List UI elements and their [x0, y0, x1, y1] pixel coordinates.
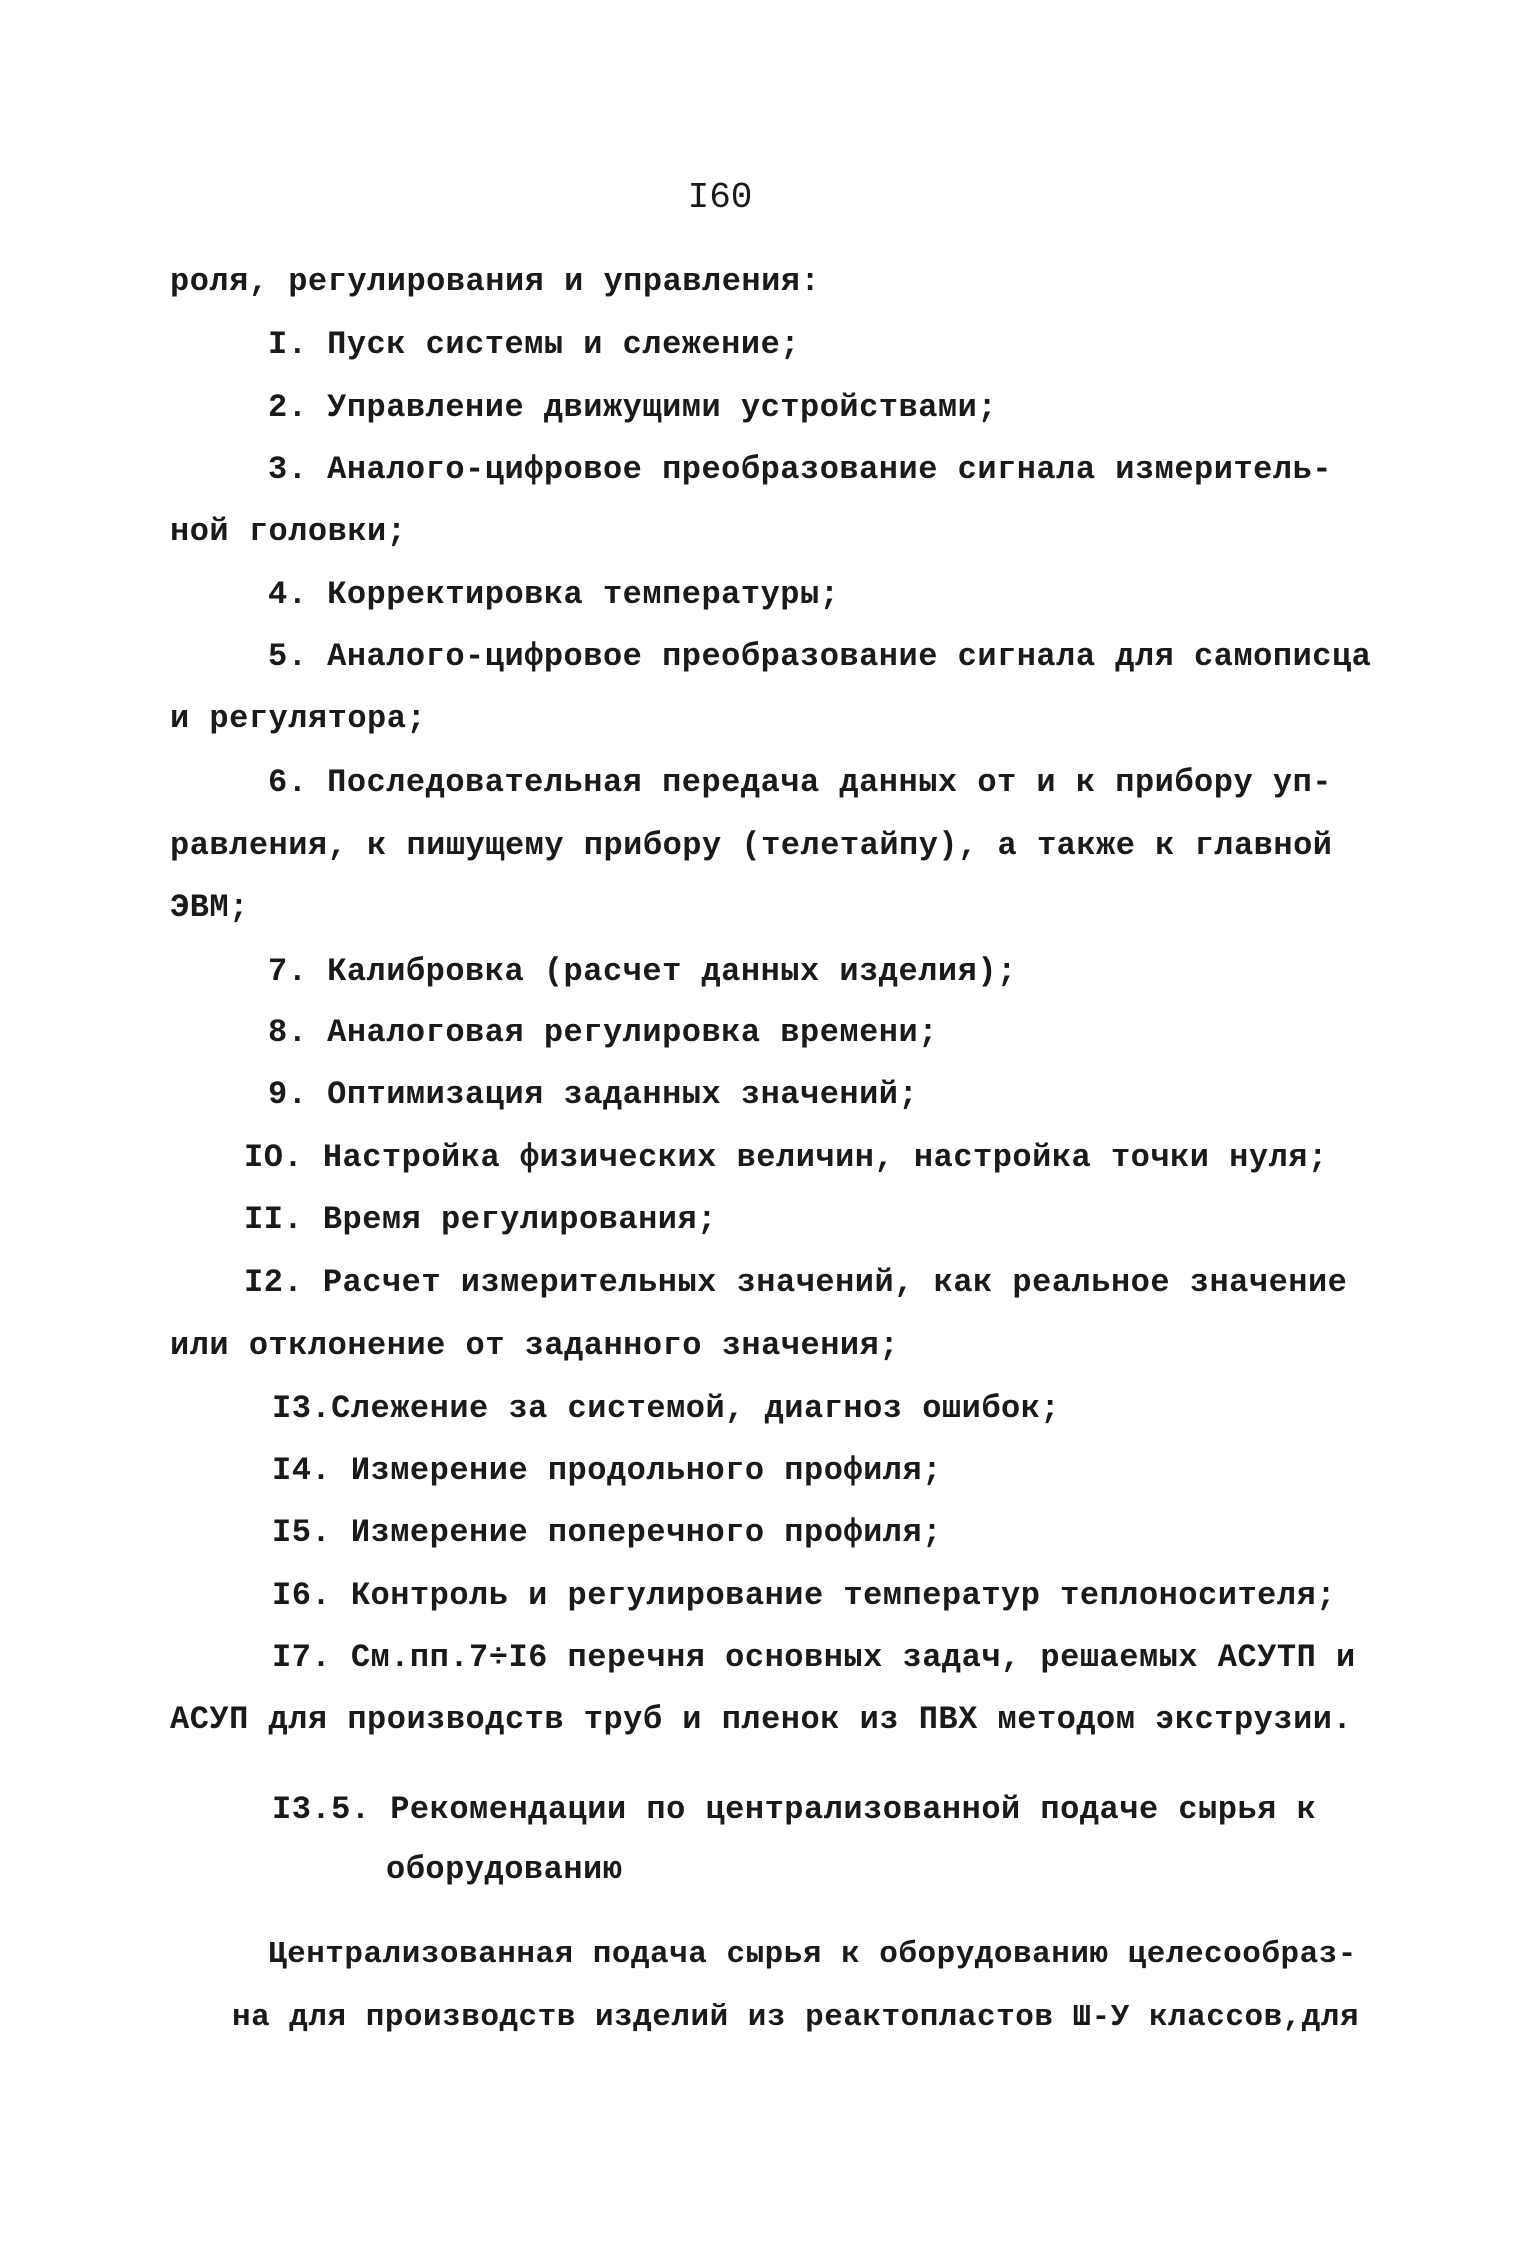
list-item: 5. Аналого-цифровое преобразование сигнала для самописца — [268, 638, 1372, 675]
list-item-continuation: ной головки; — [170, 513, 407, 550]
list-item: 4. Корректировка температуры; — [268, 576, 840, 613]
section-heading: I3.5. Рекомендации по централизованной подаче сырья к — [272, 1791, 1317, 1828]
list-item: I7. См.пп.7÷I6 перечня основных задач, решаемых АСУТП и — [272, 1639, 1356, 1676]
list-item-continuation: равления, к пишущему прибору (телетайпу), а также к главной — [170, 827, 1333, 864]
section-heading-continuation: оборудованию — [386, 1851, 623, 1888]
page-number: I60 — [687, 177, 753, 218]
list-item-continuation: и регулятора; — [170, 700, 427, 737]
list-item-continuation: АСУП для производств труб и пленок из ПВХ методом экструзии. — [170, 1701, 1353, 1738]
list-item: I. Пуск системы и слежение; — [268, 326, 800, 363]
list-item: IO. Настройка физических величин, настройка точки нуля; — [244, 1139, 1328, 1176]
list-item: I6. Контроль и регулирование температур теплоносителя; — [272, 1577, 1336, 1614]
paragraph-line: на для производств изделий из реактопластов Ш-У классов,для — [232, 2000, 1360, 2035]
list-item: I3.Слежение за системой, диагноз ошибок; — [272, 1390, 1061, 1427]
list-item: 2. Управление движущими устройствами; — [268, 389, 998, 426]
list-item: I5. Измерение поперечного профиля; — [272, 1514, 942, 1551]
list-item: 9. Оптимизация заданных значений; — [268, 1076, 919, 1113]
paragraph-line: Централизованная подача сырья к оборудованию целесообраз- — [268, 1937, 1357, 1972]
list-item-continuation: или отклонение от заданного значения; — [170, 1327, 900, 1364]
list-item: 7. Калибровка (расчет данных изделия); — [268, 953, 1017, 990]
list-item: II. Время регулирования; — [244, 1201, 717, 1238]
list-item: 3. Аналого-цифровое преобразование сигнала измеритель- — [268, 451, 1332, 488]
text-line: роля, регулирования и управления: — [170, 263, 821, 300]
list-item: I4. Измерение продольного профиля; — [272, 1452, 942, 1489]
list-item: 6. Последовательная передача данных от и к прибору уп- — [268, 764, 1332, 801]
list-item-continuation: ЭВМ; — [170, 889, 249, 926]
list-item: I2. Расчет измерительных значений, как реальное значение — [244, 1264, 1348, 1301]
list-item: 8. Аналоговая регулировка времени; — [268, 1014, 938, 1051]
